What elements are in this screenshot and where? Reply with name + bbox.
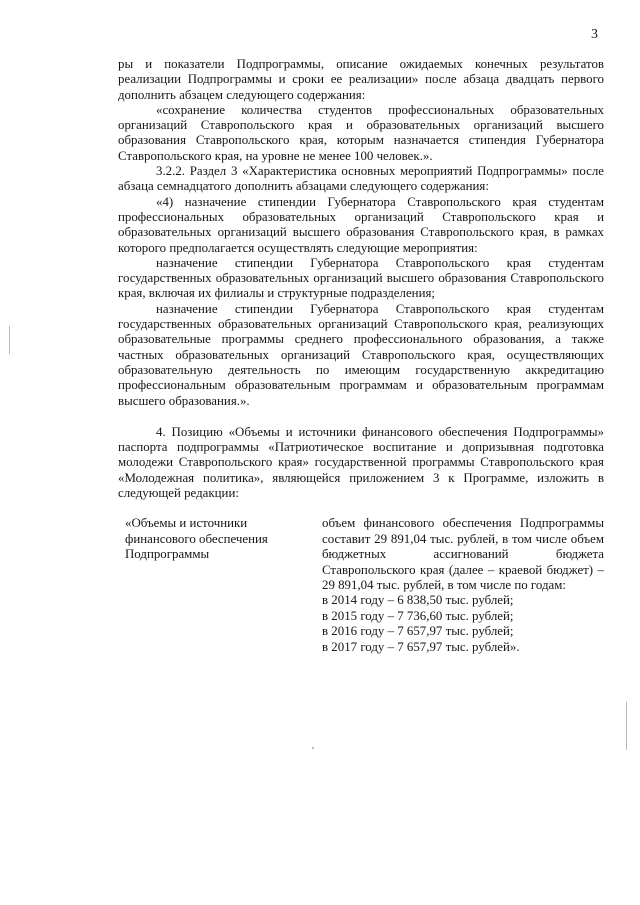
funding-summary: объем финансового обеспечения Подпрограммы составит 29 891,04 тыс. рублей, в том числе объем бюджетных ассигнований бюджета Ставропольского края (далее – краевой бюджет) – 29 891,04 тыс. рублей, в том числе по годам: (322, 516, 604, 592)
document-body (118, 57, 604, 655)
paragraph-item-4: 4. Позицию «Объемы и источники финансового обеспечения Подпрограммы» паспорта подпрограммы «Патриотическое воспитание и допризывная подготовка молодежи Ставропольского края» государственной программы Ставропольского края «Молодежная политика», являющейся приложением 3 к Программе, изложить в следующей редакции: (118, 424, 604, 501)
paragraph-stipend-vocational-education: назначение стипендии Губернатора Ставропольского края студентам государственных образовательных организаций Ставропольского края, реализующих образовательные программы среднего профессионального образования, а также частных образовательных организаций Ставропольского края, осуществляющих образовательную деятельность по имеющим государственную аккредитацию профессиональным образовательным программам и образовательным программам высшего образования.». (118, 301, 604, 408)
paragraph-section-3-2-2: 3.2.2. Раздел 3 «Характеристика основных мероприятий Подпрограммы» после абзаца семнадцатого дополнить абзацами следующего содержания: (118, 164, 604, 194)
funding-year-2016: в 2016 году – 7 657,97 тыс. рублей; (322, 624, 514, 639)
paragraph-stipend-higher-education: назначение стипендии Губернатора Ставропольского края студентам государственных образовательных организаций высшего образования Ставропольского края, включая их филиалы и структурные подразделения; (118, 255, 604, 301)
funding-year-2015: в 2015 году – 7 736,60 тыс. рублей; (322, 608, 514, 623)
passport-position-table (118, 516, 604, 655)
paragraph-stipend-measure: «4) назначение стипендии Губернатора Ставропольского края студентам профессиональных образовательных организаций Ставропольского края и образовательных организаций высшего образования Ставропольского края, в рамках которого предполагается осуществлять следующие мероприятия: (118, 194, 604, 255)
paragraph-quoted-result: «сохранение количества студентов профессиональных образовательных организаций Ставропольского края и образовательных организаций высшего образования Ставропольского края, которым назначается стипендия Губернатора Ставропольского края, на уровне не менее 100 человек.». (118, 102, 604, 163)
passport-position-value (322, 516, 604, 655)
scan-mark-right (626, 702, 627, 750)
passport-position-label: «Объемы и источники финансового обеспечения Подпрограммы (125, 516, 268, 562)
page-number: 3 (591, 27, 598, 42)
scan-mark-left (9, 326, 10, 354)
scan-mark-bottom (312, 747, 314, 749)
funding-year-2017: в 2017 году – 7 657,97 тыс. рублей». (322, 639, 520, 654)
paragraph-continuation: ры и показатели Подпрограммы, описание ожидаемых конечных результатов реализации Подпрограммы и сроки ее реализации» после абзаца двадцать первого дополнить абзацем следующего содержания: (118, 57, 604, 102)
funding-year-2014: в 2014 году – 6 838,50 тыс. рублей; (322, 593, 514, 608)
